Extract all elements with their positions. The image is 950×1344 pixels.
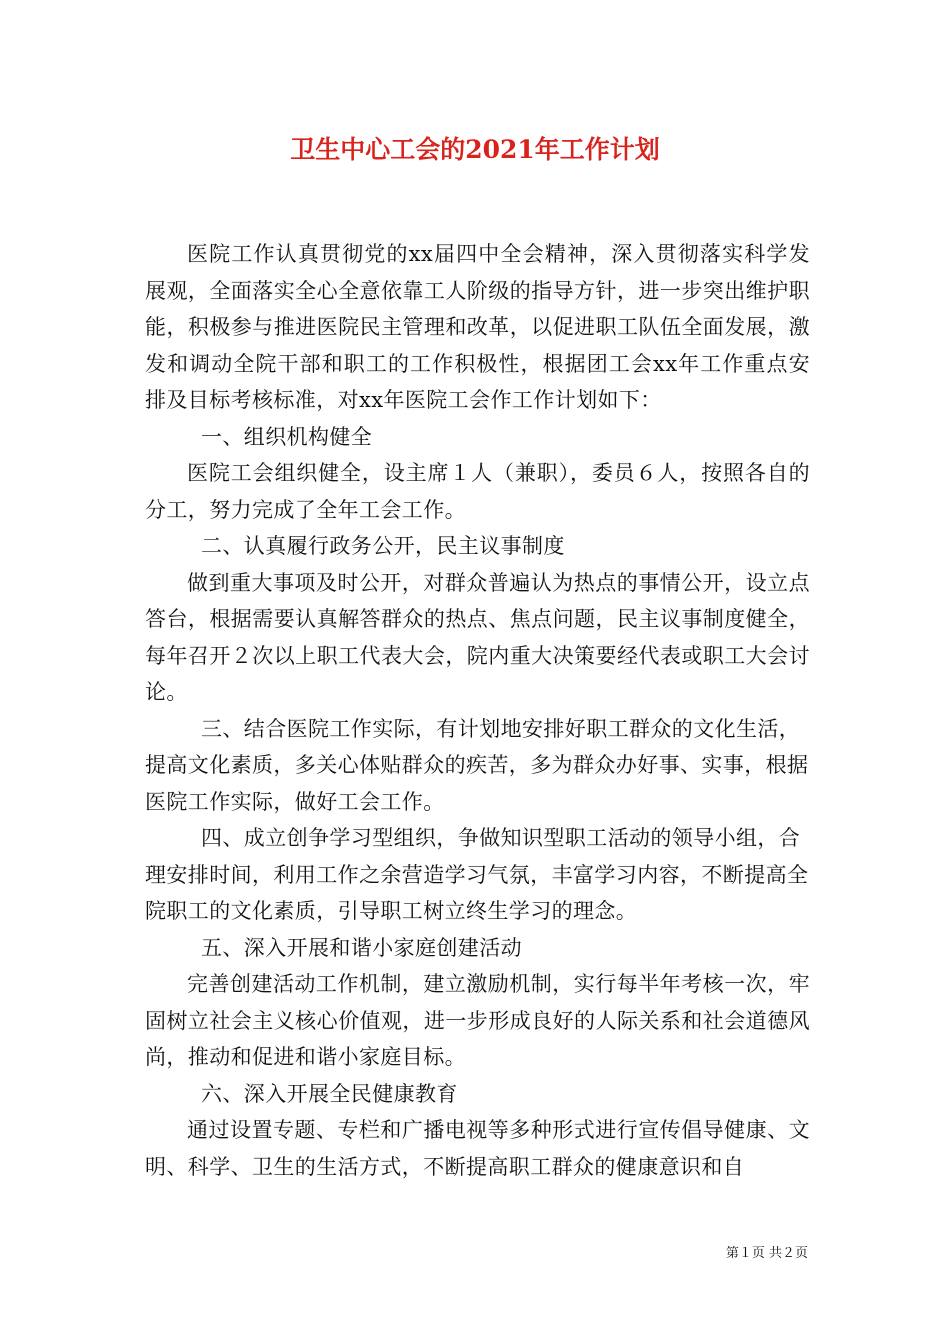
section-body-5: 完善创建活动工作机制，建立激励机制，实行每半年考核一次，牢固树立社会主义核心价值观，进一步形成良好的人际关系和社会道德风尚，推动和促进和谐小家庭目标。 xyxy=(145,972,810,1069)
section-heading-1: 一、组织机构健全 xyxy=(201,424,373,449)
section-heading-4: 四、成立创争学习型组织，争做知识型职工活动的领导小组，合理安排时间，利用工作之余营造学习气氛，丰富学习内容，不断提高全院职工的文化素质，引导职工树立终生学习的理念。 xyxy=(145,826,809,923)
section-body-1: 医院工会组织健全，设主席１人（兼职），委员６人，按照各自的分工，努力完成了全年工会工作。 xyxy=(145,461,810,522)
section-body-2: 做到重大事项及时公开，对群众普遍认为热点的事情公开，设立点答台，根据需要认真解答群众的热点、焦点问题，民主议事制度健全，每年召开２次以上职工代表大会，院内重大决策要经代表或职工大会讨论。 xyxy=(145,570,810,704)
page-title: 卫生中心工会的2021年工作计划 xyxy=(290,135,660,164)
section-heading-5: 五、深入开展和谐小家庭创建活动 xyxy=(201,935,522,960)
section-heading-2: 二、认真履行政务公开，民主议事制度 xyxy=(201,534,565,558)
section-heading-6: 六、深入开展全民健康教育 xyxy=(201,1081,458,1106)
section-heading-3: 三、结合医院工作实际，有计划地安排好职工群众的文化生活，提高文化素质，多关心体贴群众的疾苦，多为群众办好事、实事，根据医院工作实际，做好工会工作。 xyxy=(145,716,809,814)
document-body xyxy=(145,236,810,1185)
section-body-6: 通过设置专题、专栏和广播电视等多种形式进行宣传倡导健康、文明、科学、卫生的生活方式，不断提高职工群众的健康意识和自 xyxy=(145,1118,810,1179)
intro-paragraph: 医院工作认真贯彻党的xx届四中全会精神，深入贯彻落实科学发展观，全面落实全心全意依靠工人阶级的指导方针，进一步突出维护职能，积极参与推进医院民主管理和改革，以促进职工队伍全面发展，激发和调动全院干部和职工的工作积极性，根据团工会xx年工作重点安排及目标考核标准，对xx年医院工会作工作计划如下： xyxy=(145,242,810,412)
page-number: 第１页 共２页 xyxy=(725,1246,808,1261)
